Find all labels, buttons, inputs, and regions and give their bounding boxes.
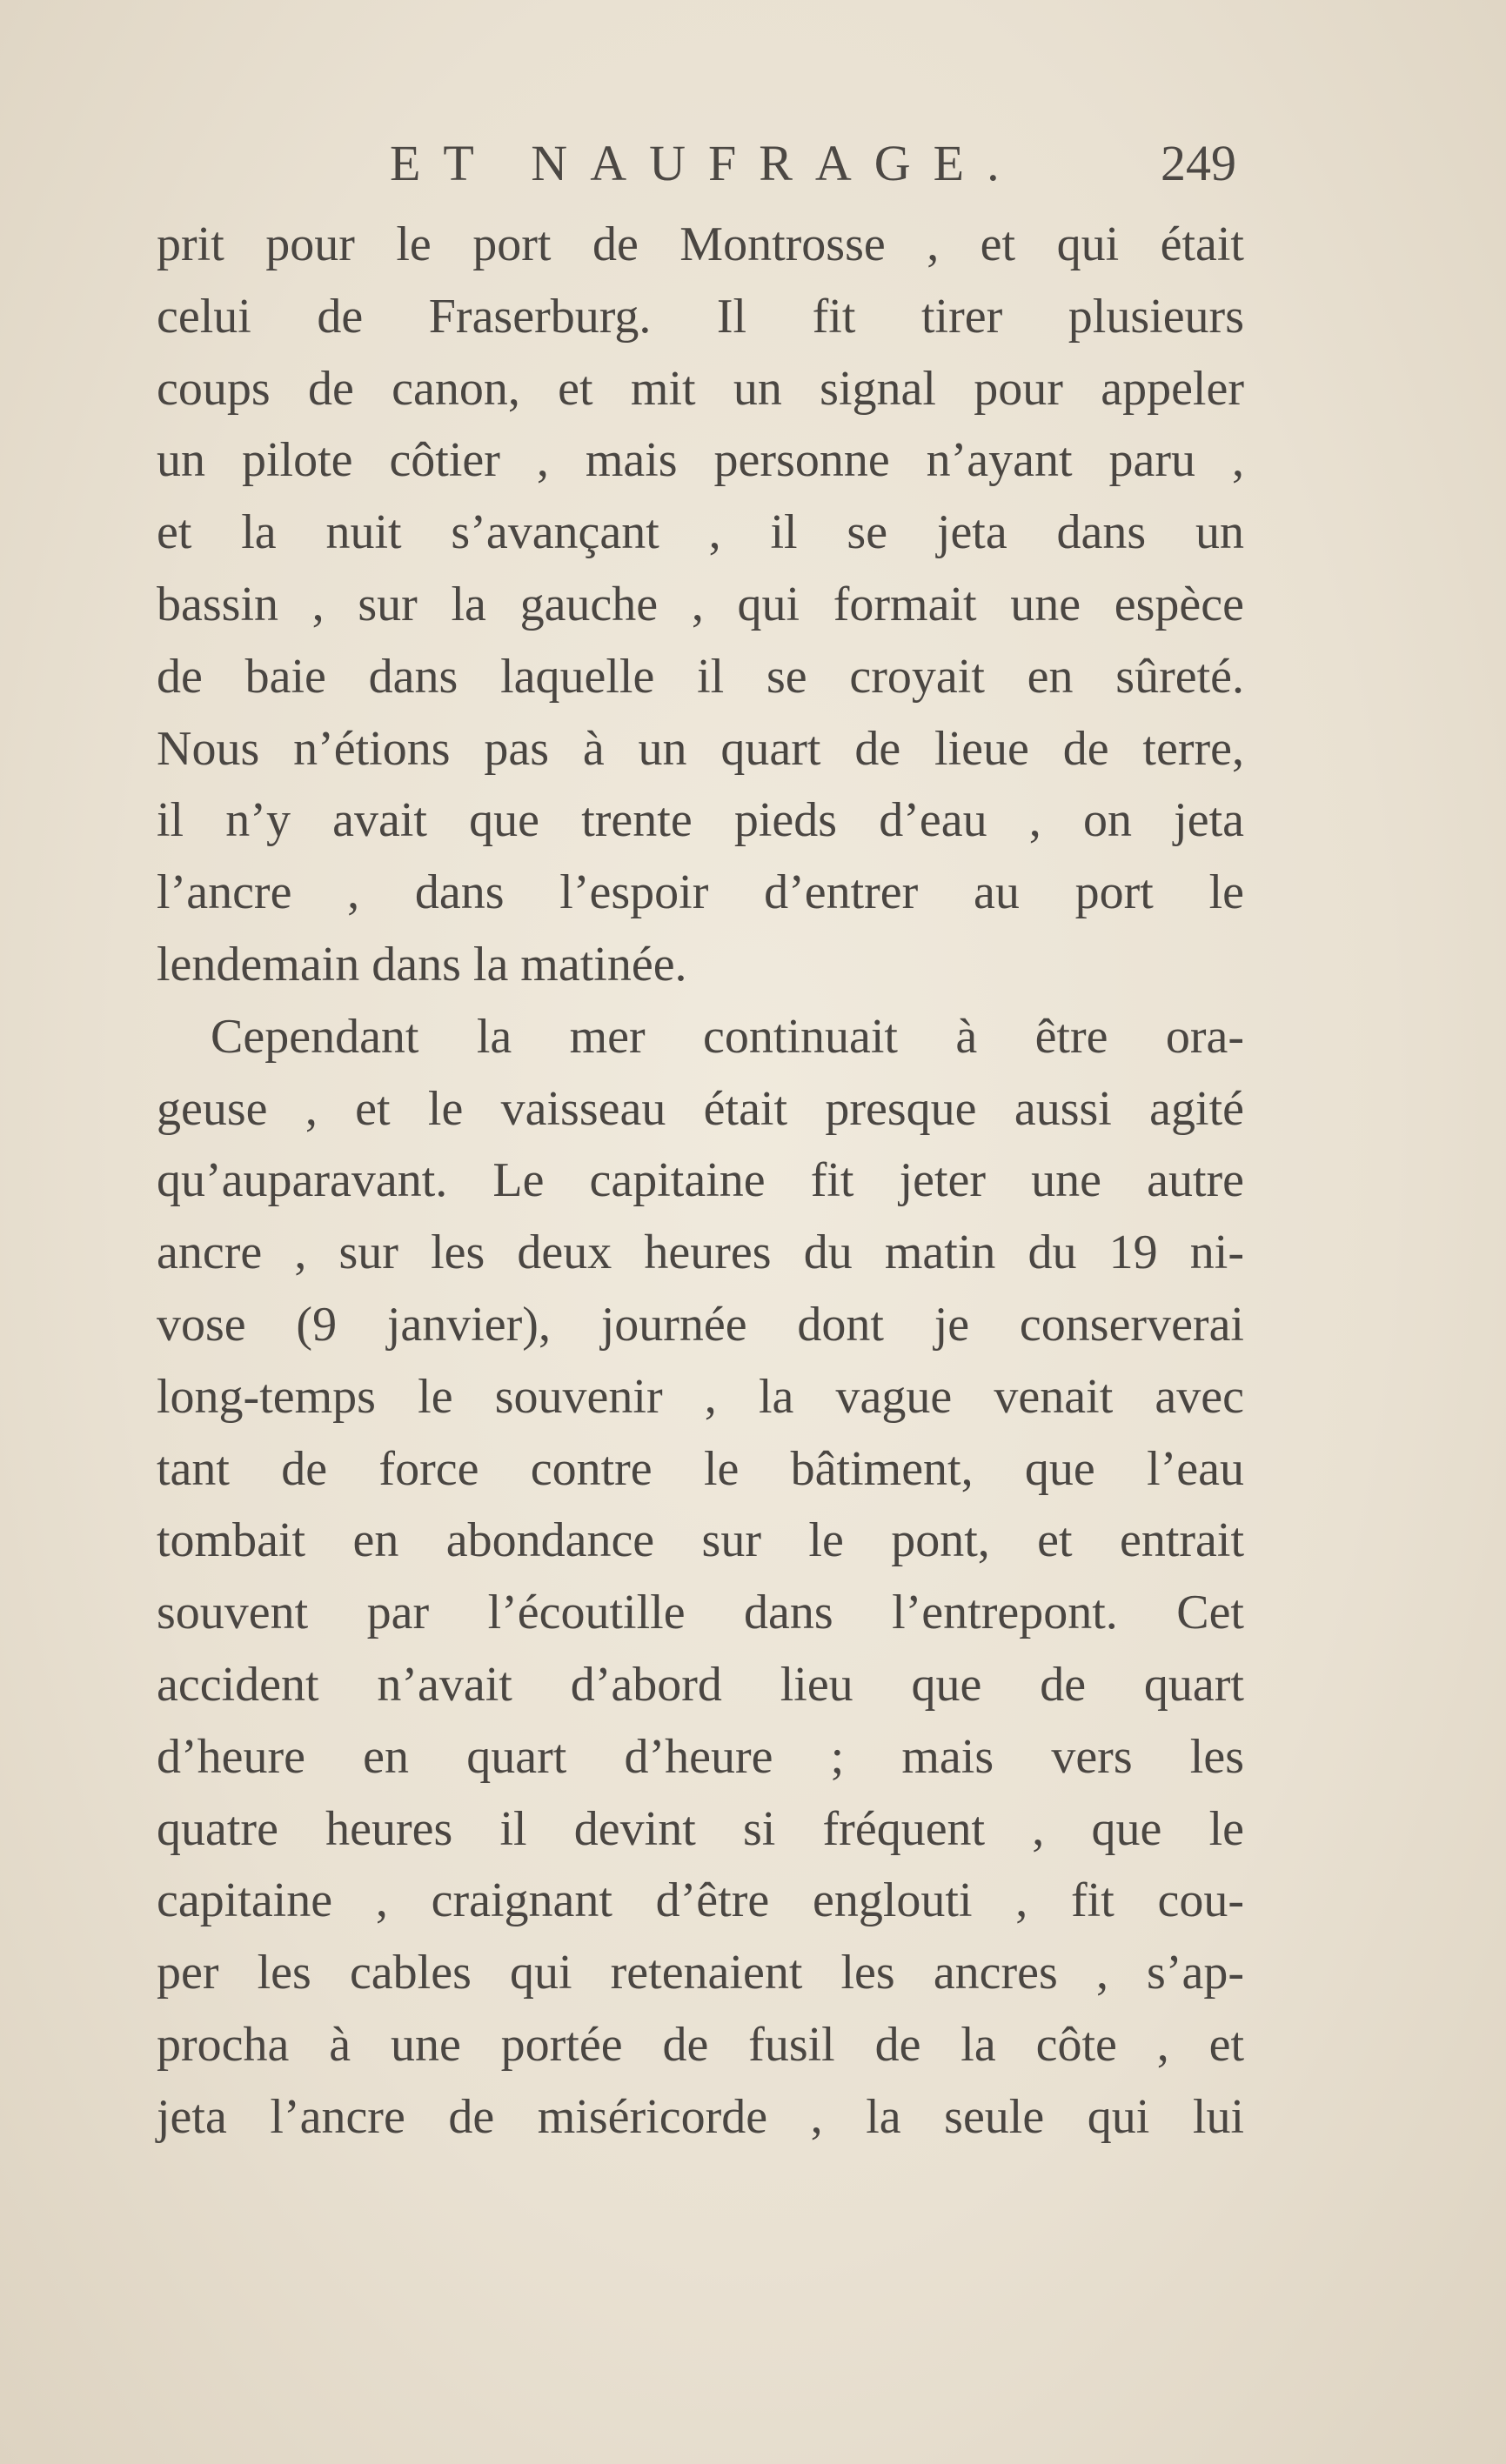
- page-header: [0, 129, 1506, 198]
- text-line: Nous n’étions pas à un quart de lieue de terre,: [157, 721, 1244, 776]
- text-line: bassin , sur la gauche , qui formait une espèce: [157, 577, 1244, 631]
- text-line: et la nuit s’avançant , il se jeta dans un: [157, 505, 1244, 560]
- text-line: qu’auparavant. Le capitaine fit jeter une autre: [157, 1153, 1244, 1208]
- running-title: ET NAUFRAGE.: [390, 135, 1022, 191]
- text-line: capitaine , craignant d’être englouti , fit cou-: [157, 1873, 1244, 1928]
- text-line: d’heure en quart d’heure ; mais vers les: [157, 1729, 1244, 1784]
- text-line: il n’y avait que trente pieds d’eau , on jeta: [157, 793, 1244, 848]
- text-line: long-temps le souvenir , la vague venait avec: [157, 1369, 1244, 1424]
- text-line: de baie dans laquelle il se croyait en sûreté.: [157, 649, 1244, 704]
- text-line: celui de Fraserburg. Il fit tirer plusieurs: [157, 289, 1244, 344]
- text-line: vose (9 janvier), journée dont je conserverai: [157, 1297, 1244, 1352]
- text-line: l’ancre , dans l’espoir d’entrer au port le: [157, 865, 1244, 920]
- text-line: per les cables qui retenaient les ancres , s’ap-: [157, 1946, 1244, 2000]
- text-line: tombait en abondance sur le pont, et entrait: [157, 1513, 1244, 1568]
- text-line: accident n’avait d’abord lieu que de quart: [157, 1657, 1244, 1712]
- text-line: prit pour le port de Montrosse , et qui était: [157, 217, 1244, 271]
- text-line: procha à une portée de fusil de la côte , et: [157, 2017, 1244, 2072]
- text-line: lendemain dans la matinée.: [157, 937, 687, 992]
- text-line: tant de force contre le bâtiment, que l’eau: [157, 1441, 1244, 1496]
- text-line: geuse , et le vaisseau était presque aussi agité: [157, 1081, 1244, 1136]
- text-line: un pilote côtier , mais personne n’ayant paru ,: [157, 433, 1244, 488]
- page-number: 249: [1161, 135, 1236, 191]
- text-line: souvent par l’écoutille dans l’entrepont. Cet: [157, 1586, 1244, 1640]
- text-line: Cependant la mer continuait à être ora-: [211, 1009, 1244, 1064]
- text-line: jeta l’ancre de miséricorde , la seule qui lui: [157, 2089, 1244, 2144]
- body-text: [157, 209, 1244, 2153]
- text-line: ancre , sur les deux heures du matin du 19 ni-: [157, 1225, 1244, 1280]
- text-line: coups de canon, et mit un signal pour appeler: [157, 361, 1244, 416]
- text-line: quatre heures il devint si fréquent , que le: [157, 1801, 1244, 1856]
